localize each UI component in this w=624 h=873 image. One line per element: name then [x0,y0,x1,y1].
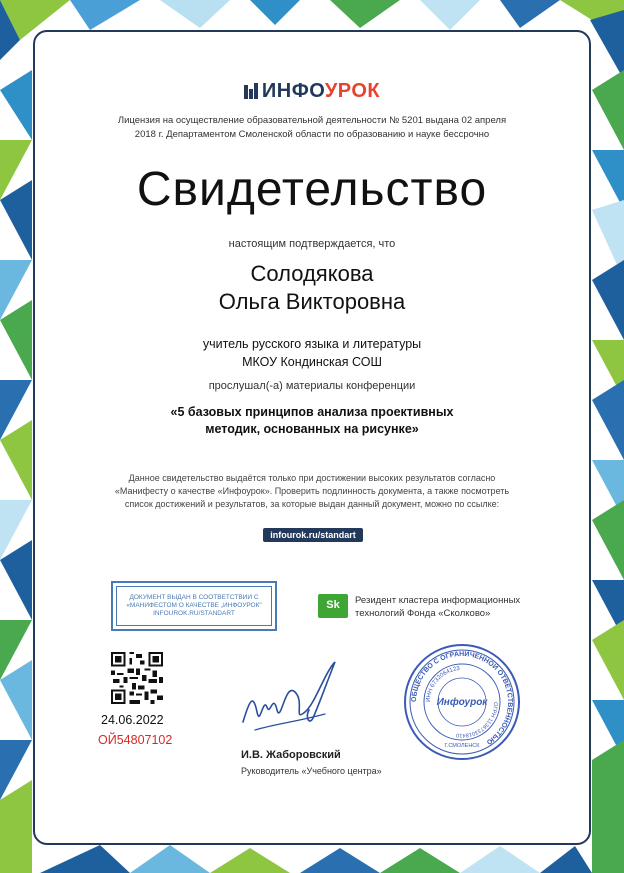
logo-part1: ИНФО [261,80,325,102]
signer-role: Руководитель «Учебного центра» [241,766,382,776]
seal-ring-text: ОБЩЕСТВО С ОГРАНИЧЕННОЙ ОТВЕТСТВЕННОСТЬЮ [410,650,514,746]
verification-note [35,472,589,511]
position-line-2: МКОУ Кондинская СОШ [242,355,382,369]
infourok-logo-icon [244,83,258,101]
recipient-surname: Солодякова [250,261,374,286]
certificate-id: ОЙ54807102 [98,733,173,747]
stamp-line-3: INFOUROK.RU/STANDART [153,610,235,617]
conference-line-1: «5 базовых принципов анализа проективных [170,405,454,419]
seal-center-text: Инфоурок [436,697,488,708]
listened-text: прослушал(-а) материалы конференции [208,380,416,392]
certificate-title: Свидетельство [136,163,488,216]
skolkovo-resident-text [355,594,520,620]
skolkovo-logo: Sk [318,594,348,618]
seal-city-text: Г.СМОЛЕНСК [444,743,480,749]
certificate-card [33,30,591,845]
stamp-line-1: ДОКУМЕНТ ВЫДАН В СООТВЕТСТВИИ С [129,594,259,601]
qr-code[interactable] [111,652,163,704]
certify-text: настоящим подтверждается, что [228,238,396,250]
seal-inn-text: ИНН 6732064123 [425,666,461,703]
stamp-line-2: «МАНИФЕСТОМ О КАЧЕСТВЕ „ИНФОУРОК" [126,602,262,609]
signature-image [235,652,345,742]
quality-manifest-stamp [111,581,277,631]
logo-part2: УРОК [324,80,381,102]
recipient-given-name: Ольга Викторовна [218,289,406,314]
issue-date: 24.06.2022 [101,713,164,727]
license-line-1: Лицензия на осуществление образовательной деятельности № 5201 выдана 02 апреля [117,115,507,126]
seal-ogrn-text: ОГРН 1136733018410 [455,701,499,739]
license-text [35,114,589,142]
position-line-1: учитель русского языка и литературы [202,337,422,351]
recipient-name [35,260,589,316]
company-seal [402,642,522,762]
license-line-2: 2018 г. Департаментом Смоленской области по образованию и науке бессрочно [134,129,490,140]
infourok-logo [35,80,589,103]
conference-line-2: методик, основанных на рисунке» [205,422,419,436]
note-line-2: «Манифесту о качестве «Инфоурок». Проверить подлинность документа, а также посмотреть [114,486,510,496]
skolkovo-line-1: Резидент кластера информационных [355,595,521,606]
signer-name: И.В. Жаборовский [241,749,341,761]
recipient-position [35,335,589,371]
note-line-1: Данное свидетельство выдаётся только при достижении высоких результатов согласно [128,473,496,483]
note-line-3: список достижений и результатов, за которые выдан данный документ, можно по ссылке: [124,499,500,509]
conference-title [35,404,589,438]
standart-link[interactable]: infourok.ru/standart [263,528,363,542]
skolkovo-line-2: технологий Фонда «Сколково» [355,608,491,619]
